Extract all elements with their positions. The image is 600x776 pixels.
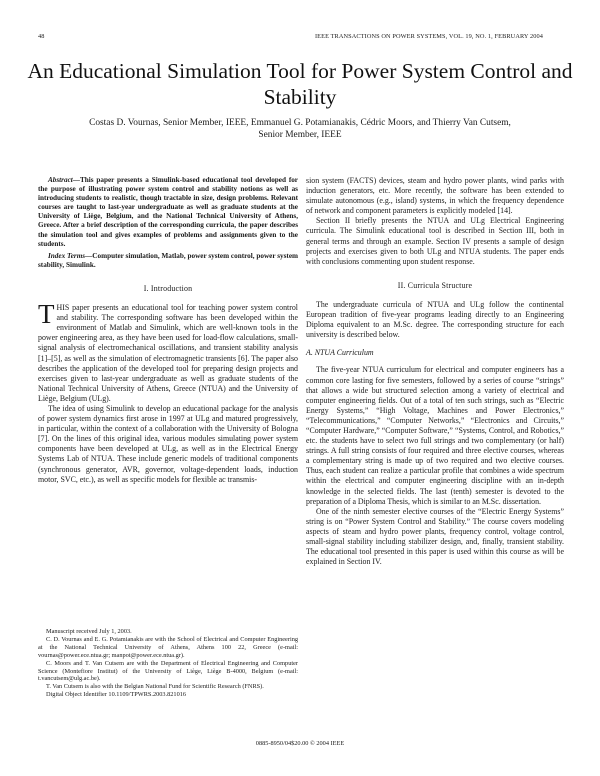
curricula-paragraph: The undergraduate curricula of NTUA and ULg follow the continental European tradition of five-year programs leading directly to an Engineering Diploma equivalent to an M.Sc. degree. The corresponding structure for each university is described below. xyxy=(306,299,564,340)
drop-cap: T xyxy=(38,299,55,330)
intro-paragraph-2: The idea of using Simulink to develop an educational package for the analysis of power system dynamics first arose in 1997 at ULg and matured progressively, in particular, within the context of a collaboration with the University of Bologna [7]. On the lines of this original idea, various modules simulating power system components have been developed at ULg, as well as in the Electrical Energy Systems Lab of NTUA. These include generic models of traditional components (synchronous generator, AVR, governor, voltage-dependent loads, induction motor, SVC, etc.), as well as specific models for flexible ac transmis- xyxy=(38,403,298,484)
intro-paragraph-continued: sion system (FACTS) devices, steam and hydro power plants, wind parks with induction generators, etc. More recently, the software has been extended to simulate autonomous (e.g., island) systems, in which the frequency dependence of network and component parameters is explicitly modeled [14]. xyxy=(306,176,564,216)
section-heading-curricula: II. Curricula Structure xyxy=(397,280,473,290)
subsection-heading-ntua: A. NTUA Curriculum xyxy=(306,348,374,358)
index-terms xyxy=(38,252,298,270)
left-column xyxy=(38,176,298,485)
abstract-text: This paper presents a Simulink-based educational tool developed for the purpose of illustrating power system control and stability notions as well as introducing students to realistic, though tractable in size, design problems. Relevant courses are taught to last-year undergraduate as well as graduate students at the University of Liège, Belgium, and the National Technical University of Athens, Greece. After a brief description of the corresponding curricula, the paper describes the simulation tool and gives examples of problems and assignments given to the students. xyxy=(38,176,298,248)
right-column xyxy=(306,176,564,567)
abstract xyxy=(38,176,298,249)
index-terms-lead: Index Terms— xyxy=(48,251,93,260)
journal-header: IEEE TRANSACTIONS ON POWER SYSTEMS, VOL. 19, NO. 1, FEBRUARY 2004 xyxy=(314,33,543,40)
abstract-lead: Abstract— xyxy=(48,176,80,184)
index-terms-text: Computer simulation, Matlab, power system control, power system stability, Simulink. xyxy=(38,251,298,269)
footnote-received: Manuscript received July 1, 2003. xyxy=(46,628,132,635)
ntua-paragraph-1: The five-year NTUA curriculum for electrical and computer engineers has a common core lasting for five semesters, followed by a series of course “strings” that allows a wide but structured selection among a variety of electrical and computer engineering fields. Out of a total of ten such strings, such as “Electric Energy Systems,” “High Voltage, Machines and Power Electronics,” “Telecommunications,” “Computer Networks,” “Electronics and Circuits,” “Computer Hardware,” “Computer Software,” “Systems, Control, and Robotics,” etc. the students have to select two full strings and two complementary (or half) strings. A full string consists of four required and three elective courses, whereas a complementary string is made up of two required and two elective courses. Thus, each student can realize a particular profile that combines a wide spectrum within the electrical and computer engineering discipline with an in-depth knowledge in the selected fields. The last (tenth) semester is devoted to the preparation of a Diploma Thesis, which is similar to an M.Sc. dissertation. xyxy=(306,365,564,506)
page-number: 48 xyxy=(38,33,45,40)
paper-outline-paragraph: Section II briefly presents the NTUA and ULg Electrical Engineering curricula. The Simulink educational tool is described in Section III, both in general terms and through an example. Section IV presents a sample of design projects and exercises given to both ULg and NTUA students. The paper ends with conclusions commenting upon student response. xyxy=(306,216,564,266)
footnote-ntua-authors: C. D. Vournas and E. G. Potamianakis are with the School of Electrical and Computer Engineering at the National Technical University of Athens, Athens 100 22, Greece (e-mail: vournas@power.ece.ntua.gr; manpot@power.ece.ntua.gr). xyxy=(38,635,298,659)
section-heading-introduction: I. Introduction xyxy=(143,283,193,293)
footnote-ulg-authors: C. Moors and T. Van Cutsem are with the Department of Electrical Engineering and Computer Science (Montefiore Institut) of the University of Liège, Liège B-4000, Belgium (e-mail: t.vancutsem@ulg.ac.be). xyxy=(38,659,298,683)
paper-title: An Educational Simulation Tool for Power System Control and Stability xyxy=(27,59,573,109)
intro-paragraph-1-text: HIS paper presents an educational tool for teaching power system control and stability. The corresponding software has been developed within the environment of Matlab and Simulink, which are well-known tools in the power engineering area, as they have been used for load-flow calculations, small-signal analysis of electromechanical oscillations, and transient stability analysis [1]–[5], as well as the simulation of electromagnetic transients [6]. The paper also describes the application of the developed tool for preparing design projects and exercises given to last-year undergraduate as well as graduate students of the National Technical University of Athens, Greece (NTUA) and the University of Liège, Belgium (ULg). xyxy=(38,303,298,403)
copyright-line: 0885-8950/04$20.00 © 2004 IEEE xyxy=(255,740,345,747)
author-list: Costas D. Vournas, Senior Member, IEEE, Emmanuel G. Potamianakis, Cédric Moors, and Thierry Van Cutsem, Senior Member, IEEE xyxy=(89,118,511,140)
intro-paragraph-1 xyxy=(38,299,298,404)
ntua-paragraph-2: One of the ninth semester elective courses of the “Electric Energy Systems” string is on “Power System Control and Stability.” The course covers modeling aspects of steam and hydro power plants, frequency control, voltage control, small-signal stability including stabilizer design, and, finally, transient stability. The educational tool presented in this paper is used within this course as will be explained in Section IV. xyxy=(306,506,564,567)
footnotes xyxy=(38,628,298,699)
footnote-fnrs: T. Van Cutsem is also with the Belgian National Fund for Scientific Research (FNRS). xyxy=(46,683,264,691)
footnote-doi: Digital Object Identifier 10.1109/TPWRS.2003.821016 xyxy=(46,691,187,699)
